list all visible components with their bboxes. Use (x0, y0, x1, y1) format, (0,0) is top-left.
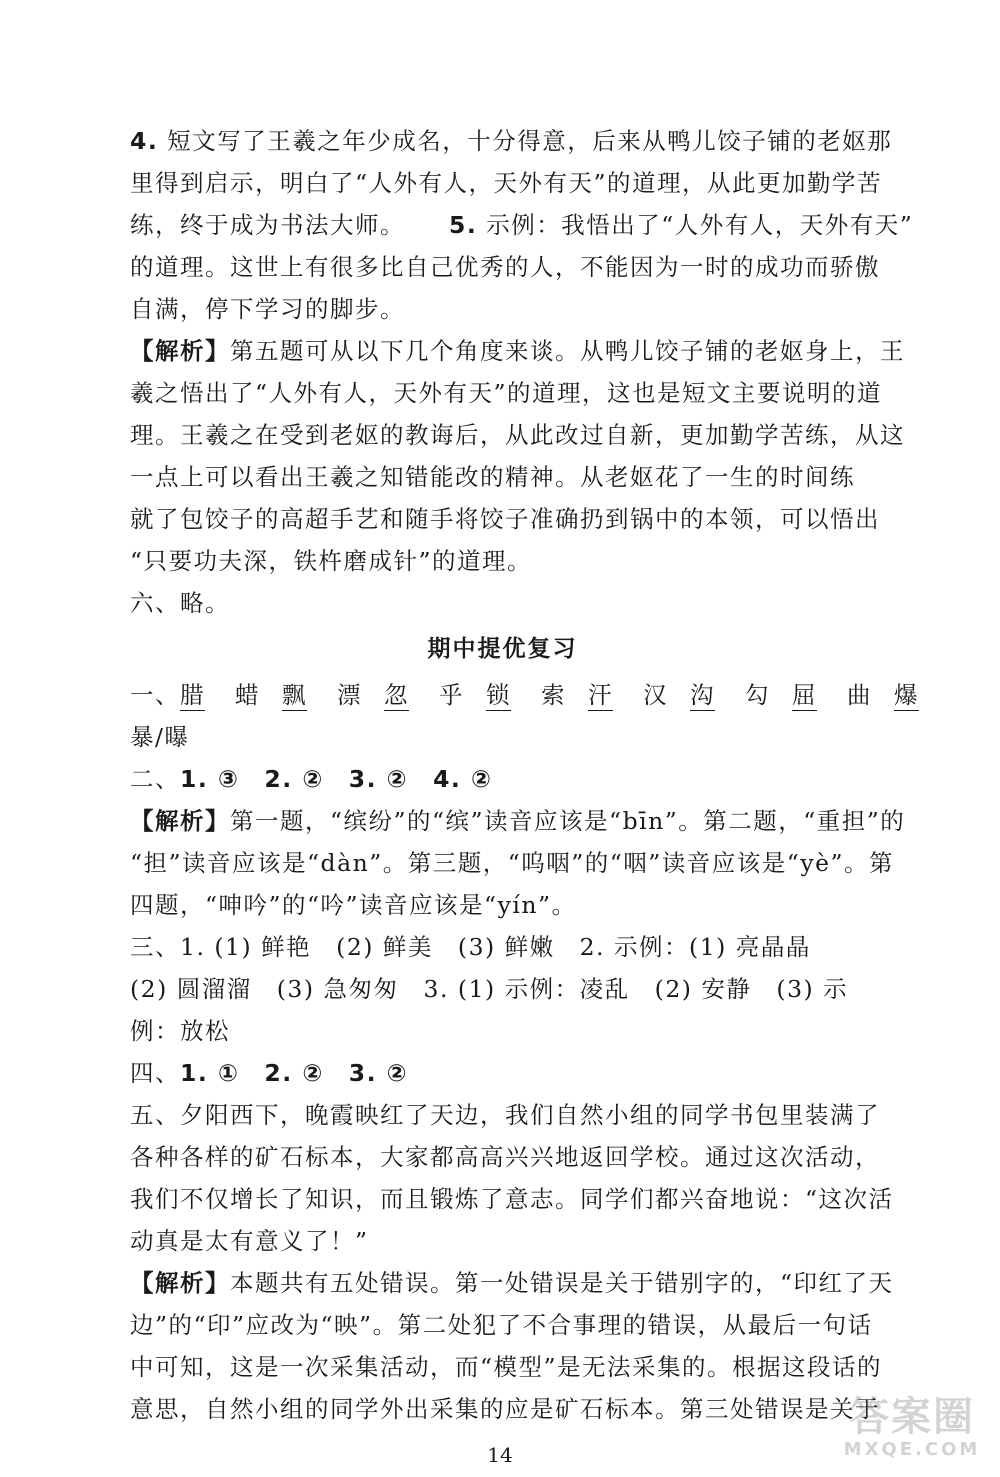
text-line: 各种各样的矿石标本，大家都高高兴兴地返回学校。通过这次活动， (130, 1143, 880, 1171)
text-line (130, 758, 875, 800)
word-pair (384, 681, 464, 709)
analysis-line: 羲之悟出了“人外有人，天外有天”的道理，这也是短文主要说明的道 (130, 379, 883, 407)
text-line: 例：放松 (130, 1017, 230, 1045)
analysis-line: 意思，自然小组的同学外出采集的应是矿石标本。第三处错误是关于 (130, 1395, 880, 1423)
analysis-line (130, 330, 905, 372)
char: 汉 (643, 681, 668, 709)
underlined-char: 忽 (384, 681, 409, 709)
analysis-line: 就了包饺子的高超手艺和随手将饺子准确扔到锅中的本领，可以悟出 (130, 505, 880, 533)
text-line: 里得到启示，明白了“人外有人，天外有天”的道理，从此更加勤学苦 (130, 169, 883, 197)
underlined-char: 屈 (792, 681, 817, 709)
section-heading: 期中提优复习 (427, 636, 578, 662)
analysis-line (130, 800, 906, 842)
text-line (130, 120, 893, 162)
underlined-char: 汗 (588, 681, 613, 709)
analysis-line: 中可知，这是一次采集活动，而“模型”是无法采集的。根据这段话的 (130, 1353, 883, 1381)
answer-text: 短文写了王羲之年少成名，十分得意，后来从鸭儿饺子铺的老妪那 (167, 127, 893, 155)
answer-choices: 1. ① 2. ② 3. ② (180, 1059, 409, 1087)
question-number: 5. (448, 211, 478, 239)
underlined-char: 锁 (486, 681, 511, 709)
question-prefix: 一、 (130, 681, 180, 709)
text-line: 三、1. (1) 鲜艳 (2) 鲜美 (3) 鲜嫩 2. 示例：(1) 亮晶晶 (130, 933, 811, 961)
watermark-url: MXQE.COM (843, 1439, 981, 1460)
analysis-label: 【解析】 (130, 337, 230, 365)
question-prefix: 四、 (130, 1059, 180, 1087)
underlined-char: 沟 (690, 681, 715, 709)
analysis-line: “担”读音应该是“dàn”。第三题，“呜咽”的“咽”读音应该是“yè”。第 (130, 849, 895, 877)
underlined-char: 腊 (180, 681, 205, 709)
analysis-line: 一点上可以看出王羲之知错能改的精神。从老妪花了一生的时间练 (130, 463, 855, 491)
answer-choices: 1. ③ 2. ② 3. ② 4. ② (180, 765, 493, 793)
word-pair (690, 681, 770, 709)
char: 勾 (745, 681, 770, 709)
word-pair (282, 681, 362, 709)
analysis-text: 第一题，“缤纷”的“缤”读音应该是“bīn”。第二题，“重担”的 (230, 807, 906, 835)
analysis-line: “只要功夫深，铁杵磨成针”的道理。 (130, 547, 533, 575)
char: 蜡 (235, 681, 260, 709)
text-line: (2) 圆溜溜 (3) 急匆匆 3. (1) 示例：凌乱 (2) 安静 (3) 示 (130, 975, 849, 1003)
word-pairs-line (130, 674, 919, 716)
question-number: 4. (130, 127, 159, 155)
analysis-label: 【解析】 (130, 807, 230, 835)
text-line: 五、夕阳西下，晚霞映红了天边，我们自然小组的同学书包里装满了 (130, 1101, 880, 1129)
page-number: 14 (487, 1443, 513, 1467)
word-pair (588, 681, 668, 709)
analysis-line: 理。王羲之在受到老妪的教诲后，从此改过自新，更加勤学苦练，从这 (130, 421, 905, 449)
text-line: 我们不仅增长了知识，而且锻炼了意志。同学们都兴奋地说：“这次活 (130, 1185, 894, 1213)
analysis-text: 本题共有五处错误。第一处错误是关于错别字的，“印红了天 (230, 1269, 894, 1297)
word-pair (486, 681, 566, 709)
text-line: 六、略。 (130, 589, 230, 617)
analysis-line: 边”的“印”应改为“映”。第二处犯了不合事理的错误，从最后一句话 (130, 1311, 873, 1339)
answer-text: 示例：我悟出了“人外有人，天外有天” (486, 211, 914, 239)
page-content (130, 120, 919, 1430)
text-line: 动真是太有意义了！” (130, 1227, 369, 1255)
text-line: 的道理。这世上有很多比自己优秀的人，不能因为一时的成功而骄傲 (130, 253, 880, 281)
char: 乎 (439, 681, 464, 709)
analysis-line (130, 1262, 894, 1304)
watermark-logo (842, 1395, 982, 1467)
text-line (130, 1052, 875, 1094)
text-line (130, 204, 914, 246)
word-pair (792, 681, 872, 709)
analysis-label: 【解析】 (130, 1269, 230, 1297)
text-line: 暴/曝 (130, 723, 190, 751)
answer-text: 练，终于成为书法大师。 (130, 211, 405, 239)
underlined-char: 飘 (282, 681, 307, 709)
char: 索 (541, 681, 566, 709)
watermark-text: 答案圈 (849, 1394, 975, 1440)
char: 曲 (847, 681, 872, 709)
word-pair (180, 681, 260, 709)
text-line: 自满，停下学习的脚步。 (130, 295, 405, 323)
analysis-text: 第五题可从以下几个角度来谈。从鸭儿饺子铺的老妪身上，王 (230, 337, 905, 365)
analysis-line: 四题，“呻吟”的“吟”读音应该是“yín”。 (130, 891, 577, 919)
underlined-char: 爆 (894, 681, 919, 709)
char: 漂 (337, 681, 362, 709)
question-prefix: 二、 (130, 765, 180, 793)
